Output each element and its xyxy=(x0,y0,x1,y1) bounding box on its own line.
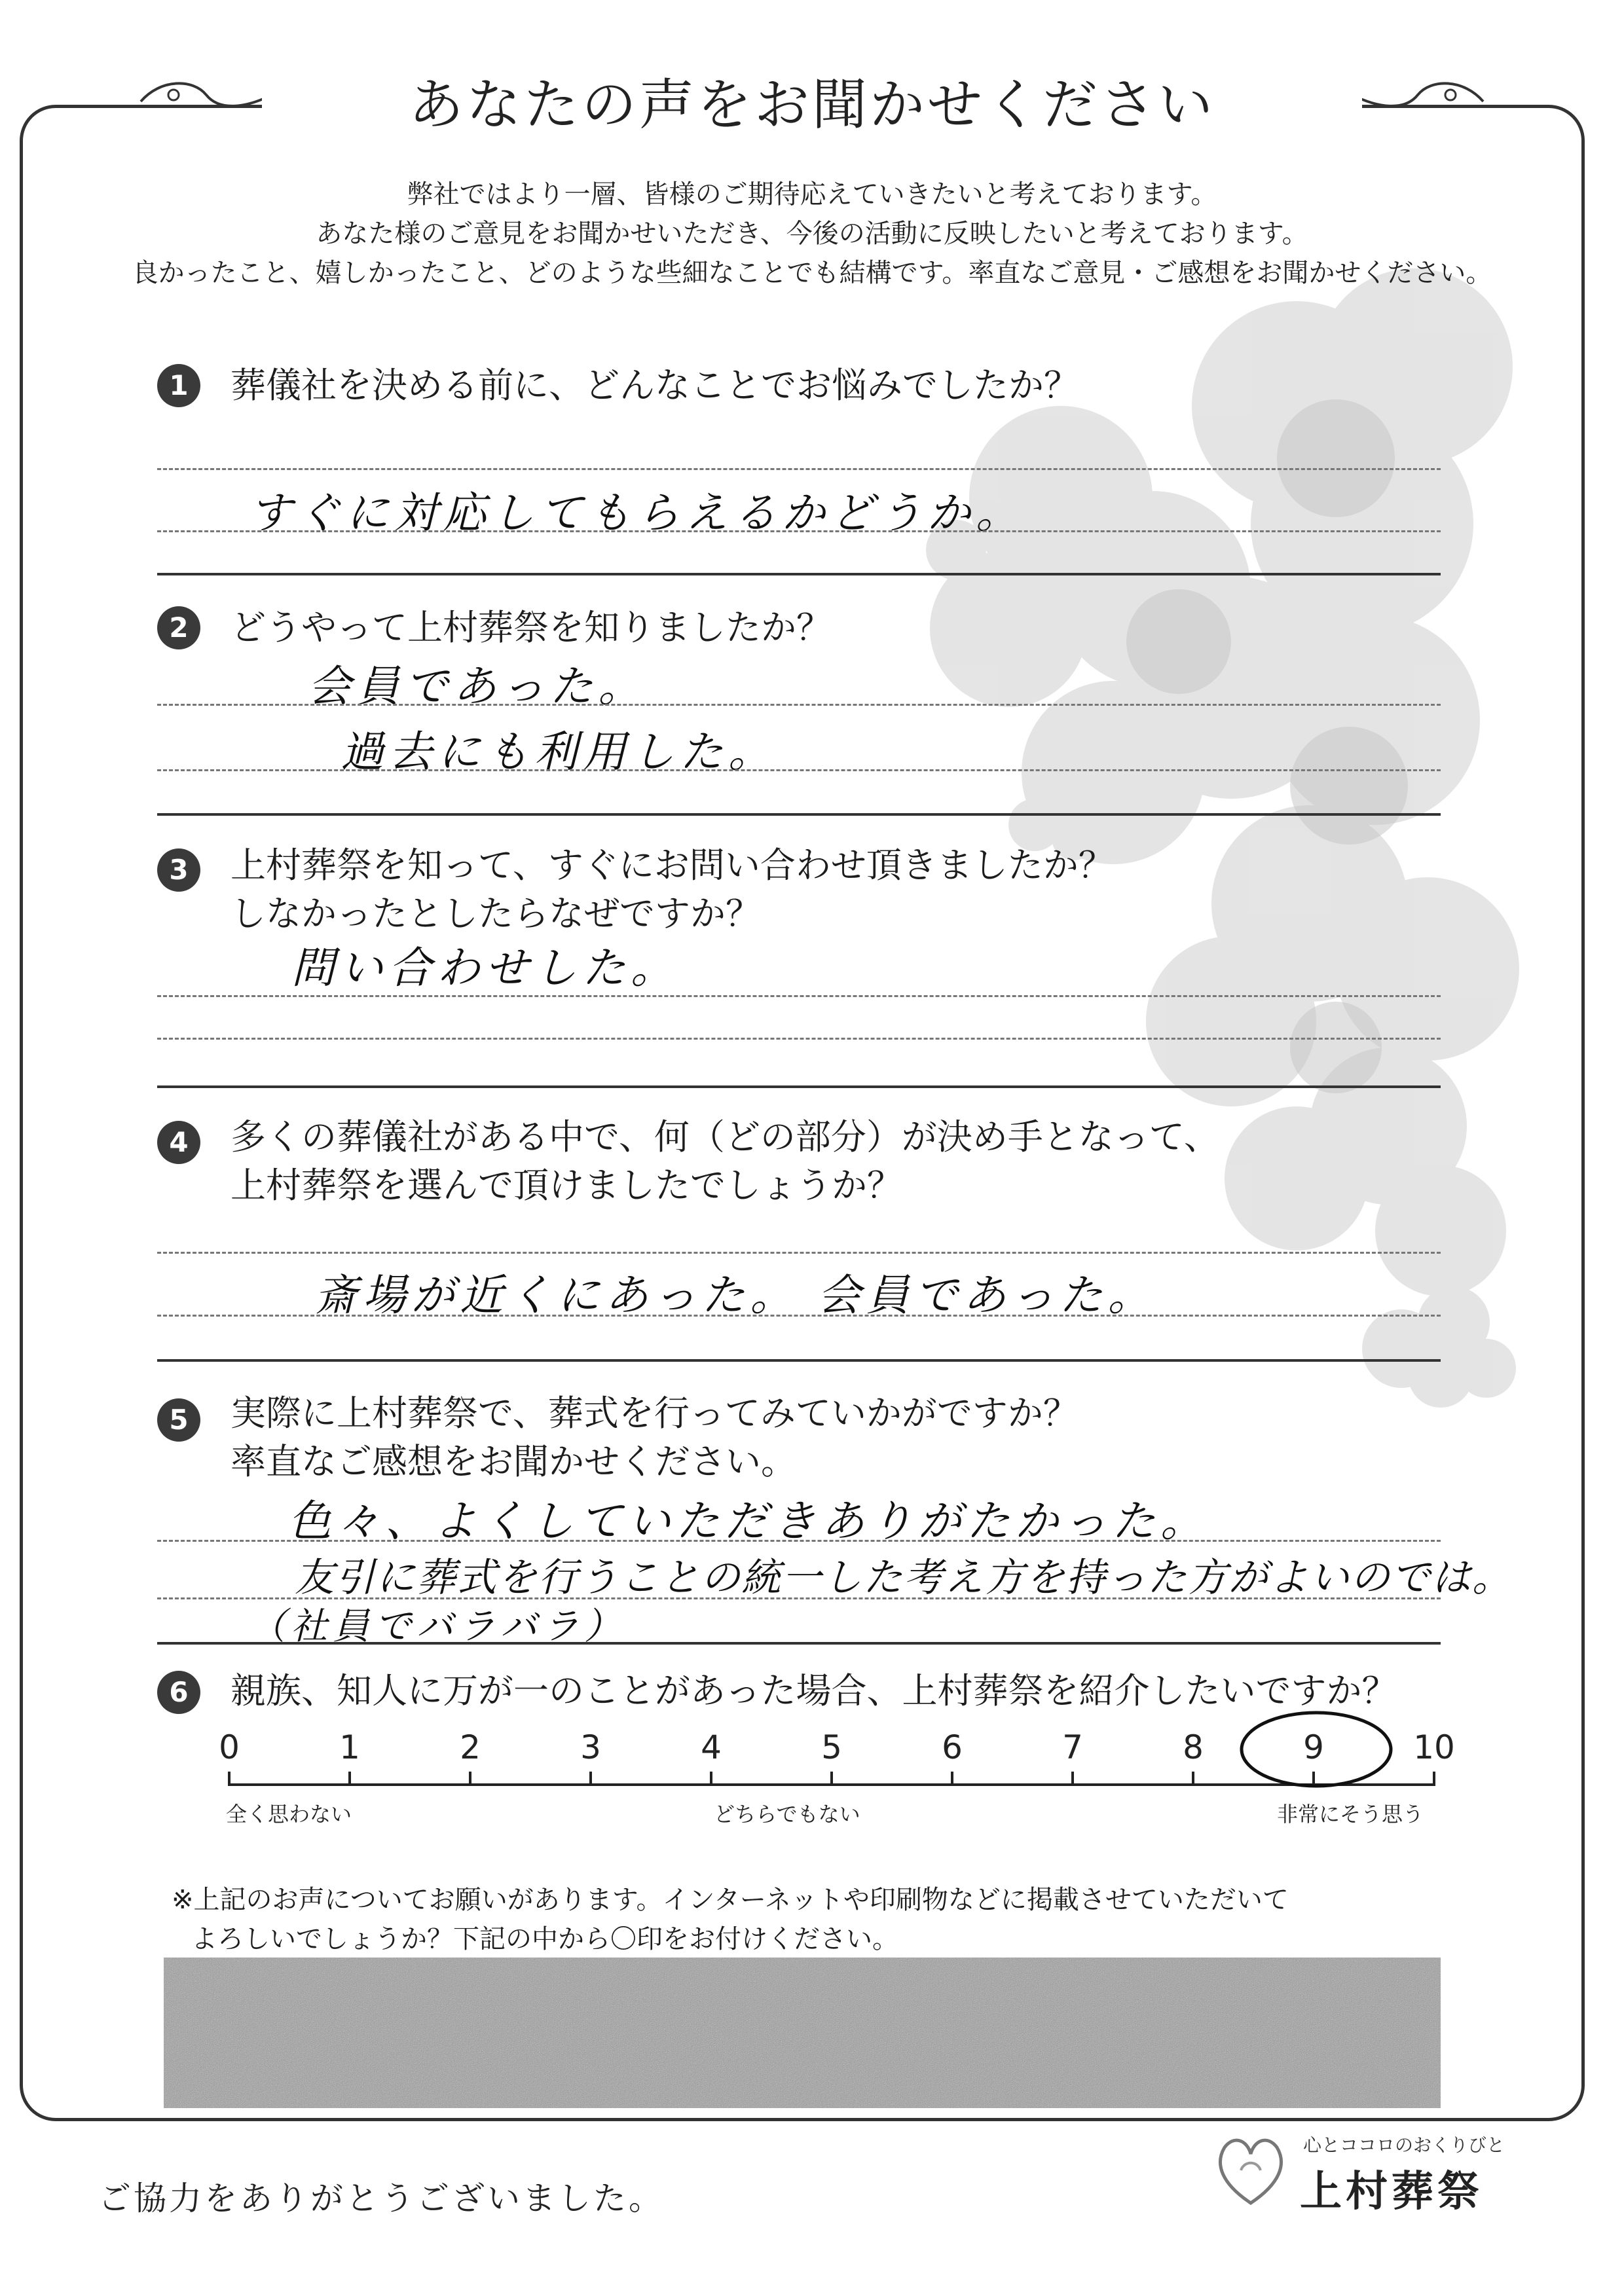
scale-label-low: 全く思わない xyxy=(226,1802,352,1827)
answer-line xyxy=(157,704,1441,706)
answer-line xyxy=(157,769,1441,771)
answer-line xyxy=(157,1038,1441,1040)
question-number-badge: 6 xyxy=(157,1671,200,1714)
circled-selection-mark xyxy=(1238,1709,1395,1794)
brand-tagline: 心とココロのおくりびと xyxy=(1303,2134,1505,2156)
publication-notice: よろしいでしょうか？下記の中から〇印をお付けください。 xyxy=(191,1924,898,1954)
scale-number: 0 xyxy=(219,1728,240,1766)
section-divider xyxy=(157,813,1441,816)
scale-label-high: 非常にそう思う xyxy=(1277,1802,1424,1827)
answer-line xyxy=(157,1252,1441,1254)
question-text: どうやって上村葬祭を知りましたか？ xyxy=(231,607,832,648)
flourish-right-icon xyxy=(1346,75,1490,115)
scale-number: 1 xyxy=(339,1728,360,1766)
question-text: 率直なご感想をお聞かせください。 xyxy=(231,1441,796,1482)
question-number-badge: 2 xyxy=(157,606,200,649)
handwritten-answer: 問い合わせした。 xyxy=(291,943,679,993)
answer-line xyxy=(157,1315,1441,1317)
question-number-badge: 4 xyxy=(157,1121,200,1164)
handwritten-answer: 斎場が近くにあった。 会員であった。 xyxy=(314,1270,1156,1321)
question-number-badge: 3 xyxy=(157,848,200,892)
intro-line-1: 弊社ではより一層、皆様のご期待応えていきたいと考えております。 xyxy=(407,179,1217,210)
scale-number: 2 xyxy=(460,1728,481,1766)
handwritten-answer: 友引に葬式を行うことの統一した考え方を持った方がよいのでは。 xyxy=(295,1555,1513,1601)
scale-number: 6 xyxy=(942,1728,963,1766)
answer-line xyxy=(157,468,1441,470)
question-number-badge: 1 xyxy=(157,364,200,407)
redacted-area xyxy=(164,1958,1441,2108)
heart-logo-icon xyxy=(1215,2131,1287,2210)
question-number-badge: 5 xyxy=(157,1398,200,1442)
question-text: 実際に上村葬祭で、葬式を行ってみていかがですか？ xyxy=(231,1393,1079,1434)
question-text: 上村葬祭を選んで頂けましたでしょうか？ xyxy=(231,1165,902,1206)
handwritten-answer: （社員でバラバラ） xyxy=(249,1605,626,1648)
handwritten-answer: 過去にも利用した。 xyxy=(341,727,777,777)
scale-number: 3 xyxy=(580,1728,601,1766)
scale-number: 9 xyxy=(1303,1728,1324,1766)
question-text: 親族、知人に万が一のことがあった場合、上村葬祭を紹介したいですか？ xyxy=(231,1670,1397,1711)
scale-number: 4 xyxy=(701,1728,722,1766)
section-divider xyxy=(157,1642,1441,1645)
section-divider xyxy=(157,1359,1441,1362)
answer-line xyxy=(157,995,1441,997)
question-text: 葬儀社を決める前に、どんなことでお悩みでしたか？ xyxy=(231,365,1079,406)
handwritten-answer: 色々、よくしていただきありがたかった。 xyxy=(288,1496,1209,1546)
question-text: 上村葬祭を知って、すぐにお問い合わせ頂きましたか？ xyxy=(231,845,1114,886)
scale-number: 10 xyxy=(1413,1728,1455,1766)
scale-label-mid: どちらでもない xyxy=(714,1802,860,1827)
answer-line xyxy=(157,1540,1441,1542)
handwritten-answer: 会員であった。 xyxy=(308,661,647,712)
answer-line xyxy=(157,530,1441,532)
question-text: 多くの葬儀社がある中で、何（どの部分）が決め手となって、 xyxy=(231,1116,1219,1157)
publication-notice: ※上記のお声についてお願いがあります。インターネットや印刷物などに掲載させていただいて xyxy=(172,1885,1289,1915)
thanks-message: ご協力をありがとうございました。 xyxy=(98,2179,664,2217)
scale-number: 5 xyxy=(821,1728,842,1766)
scale-number: 7 xyxy=(1062,1728,1083,1766)
scale-number: 8 xyxy=(1183,1728,1204,1766)
title-banner xyxy=(262,59,1362,151)
flourish-left-icon xyxy=(134,75,278,115)
handwritten-answer: すぐに対応してもらえるかどうか。 xyxy=(249,488,1024,538)
section-divider xyxy=(157,1085,1441,1088)
question-text: しなかったとしたらなぜですか？ xyxy=(231,893,761,934)
section-divider xyxy=(157,573,1441,575)
intro-line-2: あなた様のご意見をお聞かせいただき、今後の活動に反映したいと考えております。 xyxy=(316,219,1308,249)
intro-line-3: 良かったこと、嬉しかったこと、どのような些細なことでも結構です。率直なご意見・ご感想をお聞かせください。 xyxy=(132,258,1492,288)
brand-name: 上村葬祭 xyxy=(1300,2168,1483,2216)
page-title: あなたの声をお聞かせください xyxy=(408,73,1215,137)
